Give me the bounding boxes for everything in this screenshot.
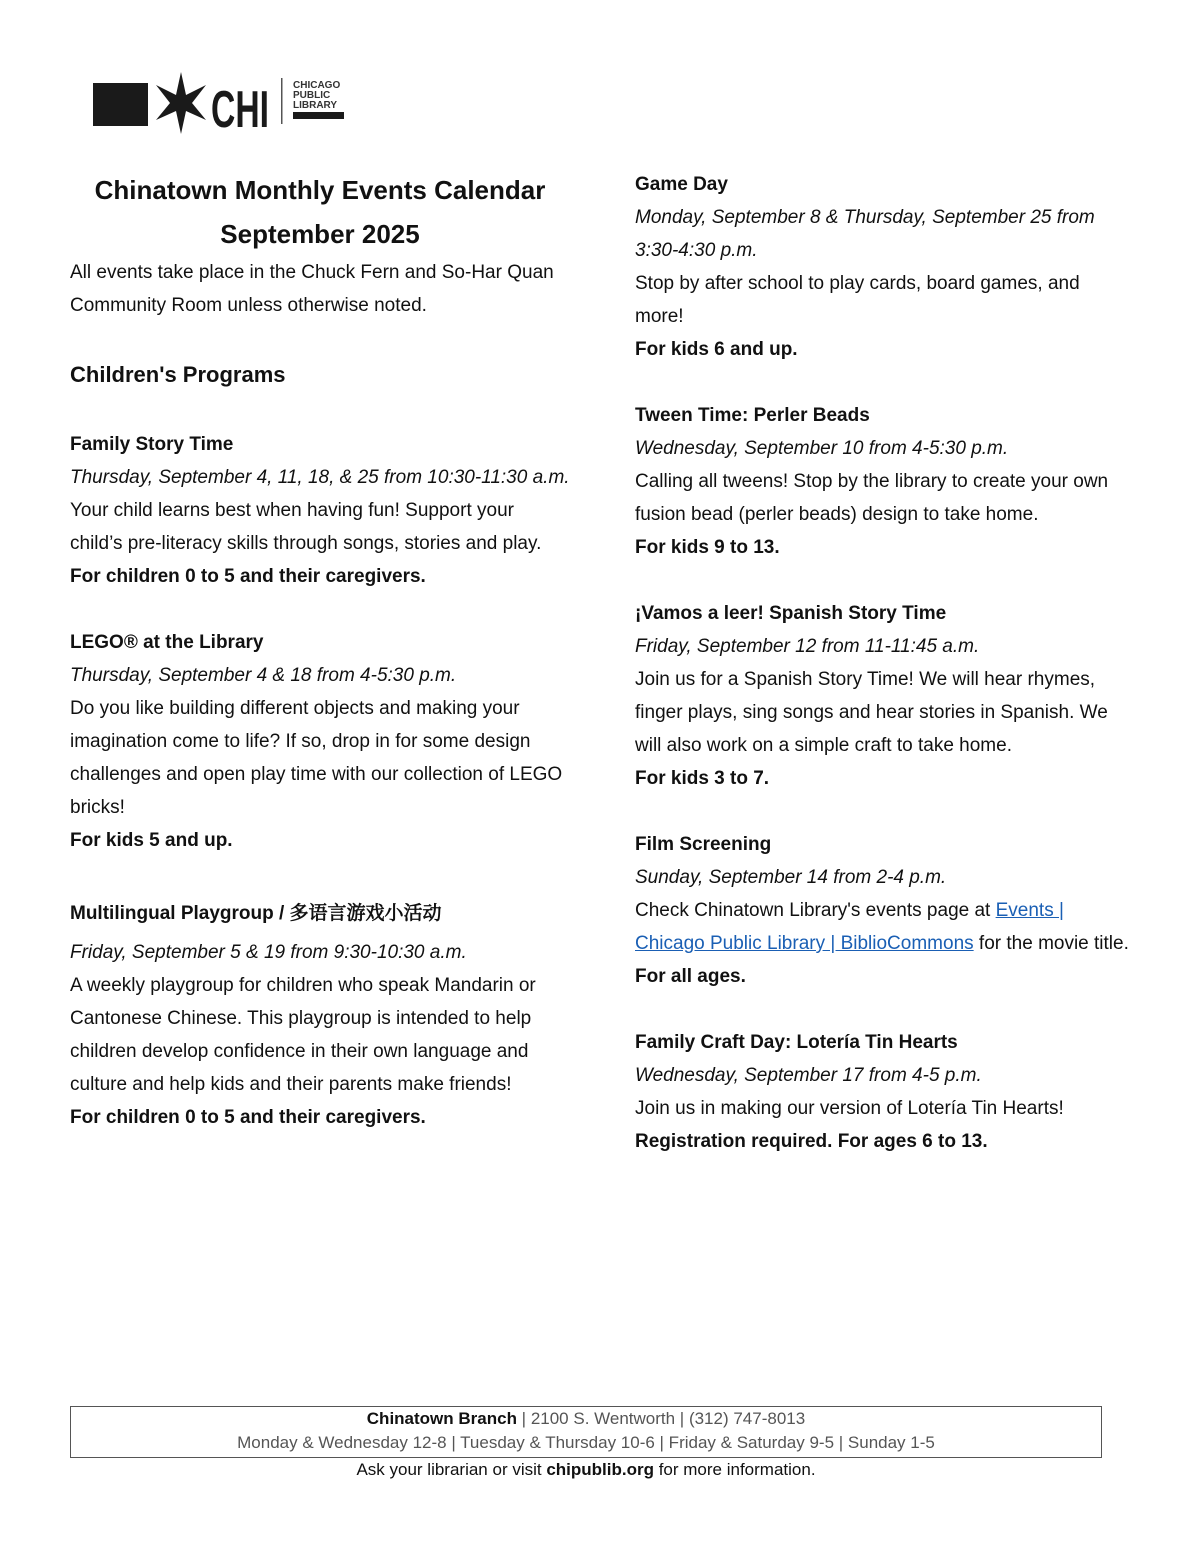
event-audience: For all ages. xyxy=(635,966,746,987)
event-description: Calling all tweens! Stop by the library to create your own fusion bead (perler beads) design to take home. xyxy=(635,471,1109,525)
event-lego xyxy=(70,626,570,857)
event-title: Tween Time: Perler Beads xyxy=(635,405,870,426)
left-column xyxy=(70,168,570,1167)
event-family-story-time xyxy=(70,428,570,593)
event-date: Sunday, September 14 from 2-4 p.m. xyxy=(635,867,947,888)
chicago-public-library-logo xyxy=(93,72,353,136)
event-audience: For kids 5 and up. xyxy=(70,830,233,851)
right-column xyxy=(635,168,1130,1191)
svg-text:CHICAGO: CHICAGO xyxy=(293,80,341,91)
section-heading: Children's Programs xyxy=(70,362,286,387)
event-audience: Registration required. For ages 6 to 13. xyxy=(635,1131,988,1152)
svg-text:PUBLIC: PUBLIC xyxy=(293,90,331,101)
event-description: Join us in making our version of Lotería Tin Hearts! xyxy=(635,1098,1064,1119)
svg-text:CHI: CHI xyxy=(211,81,269,136)
event-film-screening xyxy=(635,828,1130,993)
intro-text: All events take place in the Chuck Fern and So-Har Quan Community Room unless otherwise noted. xyxy=(70,262,554,316)
event-audience: For children 0 to 5 and their caregivers. xyxy=(70,566,426,587)
event-description: A weekly playgroup for children who speak Mandarin or Cantonese Chinese. This playgroup is intended to help children develop confidence in their own language and culture and help kids and their parents make friends! xyxy=(70,975,536,1095)
branch-hours: Monday & Wednesday 12-8 | Tuesday & Thursday 10-6 | Friday & Saturday 9-5 | Sunday 1-5 xyxy=(237,1433,935,1452)
event-title: Family Story Time xyxy=(70,434,234,455)
event-tween-time xyxy=(635,399,1130,564)
event-audience: For kids 6 and up. xyxy=(635,339,798,360)
event-date: Friday, September 12 from 11-11:45 a.m. xyxy=(635,636,980,657)
event-date: Wednesday, September 10 from 4-5:30 p.m. xyxy=(635,438,1009,459)
event-game-day xyxy=(635,168,1130,366)
event-date: Monday, September 8 & Thursday, September 25 from 3:30-4:30 p.m. xyxy=(635,207,1095,261)
page-title: Chinatown Monthly Events Calendar September 2025 xyxy=(94,175,546,249)
event-title: LEGO® at the Library xyxy=(70,632,264,653)
event-spanish-story-time xyxy=(635,597,1130,795)
footer-note: Ask your librarian or visit chipublib.org for more information. xyxy=(356,1460,816,1479)
event-date: Friday, September 5 & 19 from 9:30-10:30 a.m. xyxy=(70,942,467,963)
event-date: Thursday, September 4, 11, 18, & 25 from 10:30-11:30 a.m. xyxy=(70,467,570,488)
event-multilingual-playgroup xyxy=(70,897,570,1134)
svg-text:LIBRARY: LIBRARY xyxy=(293,100,338,111)
branch-address: | 2100 S. Wentworth | (312) 747-8013 xyxy=(516,1409,806,1428)
event-title: Family Craft Day: Lotería Tin Hearts xyxy=(635,1032,958,1053)
event-description: Check Chinatown Library's events page at Events | Chicago Public Library | BiblioCommons for the movie title. xyxy=(635,900,1129,954)
branch-info-box xyxy=(70,1406,1102,1458)
event-description: Your child learns best when having fun! Support your child’s pre-literacy skills through songs, stories and play. xyxy=(70,500,542,554)
event-title: Film Screening xyxy=(635,834,772,855)
event-family-craft-day xyxy=(635,1026,1130,1158)
events-page-link[interactable]: Events | Chicago Public Library | BiblioCommons xyxy=(635,900,1064,954)
event-audience: For children 0 to 5 and their caregivers. xyxy=(70,1107,426,1128)
event-date: Thursday, September 4 & 18 from 4-5:30 p.m. xyxy=(70,665,457,686)
event-title: ¡Vamos a leer! Spanish Story Time xyxy=(635,603,947,624)
event-description: Join us for a Spanish Story Time! We will hear rhymes, finger plays, sing songs and hear stories in Spanish. We will also work on a simple craft to take home. xyxy=(635,669,1108,756)
event-audience: For kids 9 to 13. xyxy=(635,537,780,558)
website: chipublib.org xyxy=(546,1460,654,1479)
event-title: Multilingual Playgroup / 多语言游戏小活动 xyxy=(70,903,442,924)
event-audience: For kids 3 to 7. xyxy=(635,768,770,789)
event-description: Stop by after school to play cards, board games, and more! xyxy=(635,273,1080,327)
event-title: Game Day xyxy=(635,174,728,195)
event-date: Wednesday, September 17 from 4-5 p.m. xyxy=(635,1065,982,1086)
event-description: Do you like building different objects and making your imagination come to life? If so, drop in for some design challenges and open play time with our collection of LEGO bricks! xyxy=(70,698,563,818)
branch-name: Chinatown Branch xyxy=(366,1409,517,1428)
